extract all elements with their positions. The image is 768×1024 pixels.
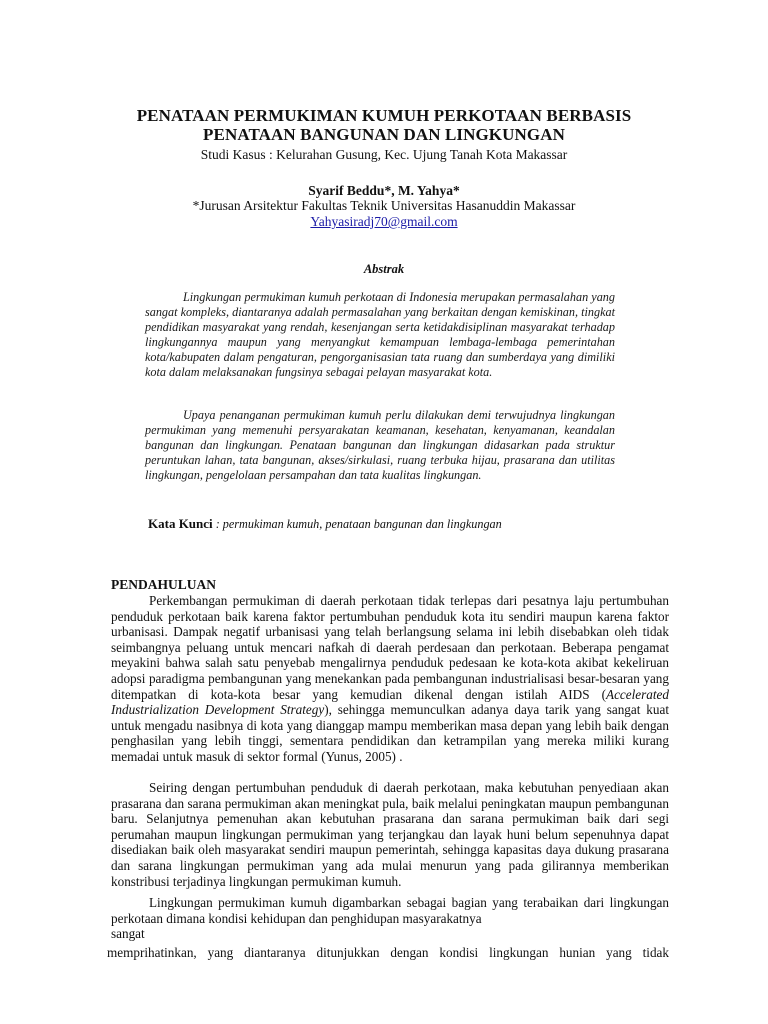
abstract-paragraph-1-block bbox=[145, 290, 615, 381]
introduction-paragraph-1-block bbox=[111, 593, 669, 765]
introduction-paragraph-1 bbox=[111, 593, 669, 765]
abstract-heading: Abstrak bbox=[363, 262, 405, 276]
introduction-paragraph-4: memprihatinkan, yang diantaranya ditunjukkan dengan kondisi lingkungan hunian yang tidak bbox=[107, 945, 669, 960]
keywords-label: Kata Kunci bbox=[148, 516, 213, 531]
intro-p3-text: Lingkungan permukiman kumuh digambarkan sebagai bagian yang terabaikan dari lingkungan perkotaan dimana kondisi kehidupan dan penghidupan masyarakatnya bbox=[111, 895, 669, 926]
introduction-paragraph-3-block bbox=[111, 895, 669, 942]
introduction-heading: PENDAHULUAN bbox=[111, 577, 217, 592]
introduction-paragraph-2-block bbox=[111, 780, 669, 889]
intro-p1-part1: Perkembangan permukiman di daerah perkotaan tidak terlepas dari pesatnya laju pertumbuhan penduduk perkotaan baik karena faktor pertumbuhan penduduk kota itu sendiri maupun karena faktor urbanisasi. Dampak negatif urbanisasi yang telah berlangsung selama ini lebih disebabkan oleh tidak seimbangnya peluang untuk mencari nafkah di daerah perdesaan dan perkotaan. Beberapa pengamat meyakini bahwa salah satu penyebab mengalirnya penduduk pedesaan ke kota-kota akibat kekeliruan adopsi paradigma pembangunan yang menekankan pada pembangunan industrialisasi besar-besaran yang ditempatkan di kota-kota besar yang kemudian dikenal dengan istilah AIDS ( bbox=[111, 593, 669, 702]
author-email-container bbox=[0, 213, 768, 230]
abstract-paragraph-2-block bbox=[145, 408, 615, 483]
keywords-line bbox=[148, 516, 618, 532]
intro-p3-tail: sangat bbox=[111, 926, 145, 942]
paper-subtitle: Studi Kasus : Kelurahan Gusung, Kec. Ujung Tanah Kota Makassar bbox=[200, 147, 568, 162]
paper-title-line1: PENATAAN PERMUKIMAN KUMUH PERKOTAAN BERBASIS bbox=[136, 106, 632, 125]
author-email-link[interactable]: Yahyasiradj70@gmail.com bbox=[310, 214, 458, 229]
paper-authors: Syarif Beddu*, M. Yahya* bbox=[308, 183, 460, 198]
abstract-paragraph-2: Upaya penanganan permukiman kumuh perlu dilakukan demi terwujudnya lingkungan permukiman yang memenuhi persyarakatan keamanan, kesehatan, kenyamanan, keandalan bangunan dan lingkungan. Penataan bangunan dan lingkungan didasarkan pada struktur peruntukan lahan, tata bangunan, akses/sirkulasi, ruang terbuka hijau, prasarana dan utilitas lingkungan, pengelolaan persampahan dan tata kualitas lingkungan. bbox=[145, 408, 615, 483]
introduction-paragraph-2: Seiring dengan pertumbuhan penduduk di daerah perkotaan, maka kebutuhan penyediaan akan prasarana dan sarana permukiman akan meningkat pula, baik melalui peningkatan maupun pembangunan baru. Selanjutnya pemenuhan akan kebutuhan prasarana dan sarana permukiman baik dari segi perumahan maupun lingkungan permukiman yang terjangkau dan layak huni belum sepenuhnya dapat disediakan baik oleh masyarakat sendiri maupun pemerintah, sehingga kapasitas daya dukung prasarana dan sarana lingkungan permukiman yang ada mulai menurun yang pada gilirannya memberikan konstribusi terjadinya lingkungan permukiman kumuh. bbox=[111, 780, 669, 889]
keywords-text: : permukiman kumuh, penataan bangunan dan lingkungan bbox=[212, 517, 502, 531]
paper-title-line2: PENATAAN BANGUNAN DAN LINGKUNGAN bbox=[203, 125, 565, 144]
intro-p1-italic-term: Accelerated Industrialization Development Strategy bbox=[111, 686, 669, 718]
abstract-paragraph-1: Lingkungan permukiman kumuh perkotaan di Indonesia merupakan permasalahan yang sangat kompleks, diantaranya adalah permasalahan yang berkaitan dengan kemiskinan, tingkat pendidikan masyarakat yang rendah, kesenjangan serta ketidakdisiplinan masyarakat terhadap lingkungannya maupun yang menyangkut kemampuan lembaga-lembaga pemerintahan kota/kabupaten dalam pengaturan, pengorganisasian tata ruang dan sumberdaya yang dimiliki kota dalam melaksanakan fungsinya sebagai pelayan masyarakat kota. bbox=[145, 290, 615, 380]
paper-affiliation: *Jurusan Arsitektur Fakultas Teknik Universitas Hasanuddin Makassar bbox=[192, 198, 576, 213]
intro-p1-part2: ), sehingga memunculkan adanya daya tarik yang sangat kuat untuk mengadu nasibnya di kota yang dianggap mampu memberikan masa depan yang lebih baik dengan penghasilan yang lebih tinggi, sementara pendidikan dan ketrampilan yang mereka miliki kurang memadai untuk masuk di sektor formal (Yunus, 2005) . bbox=[111, 702, 669, 764]
introduction-paragraph-3 bbox=[111, 895, 669, 942]
